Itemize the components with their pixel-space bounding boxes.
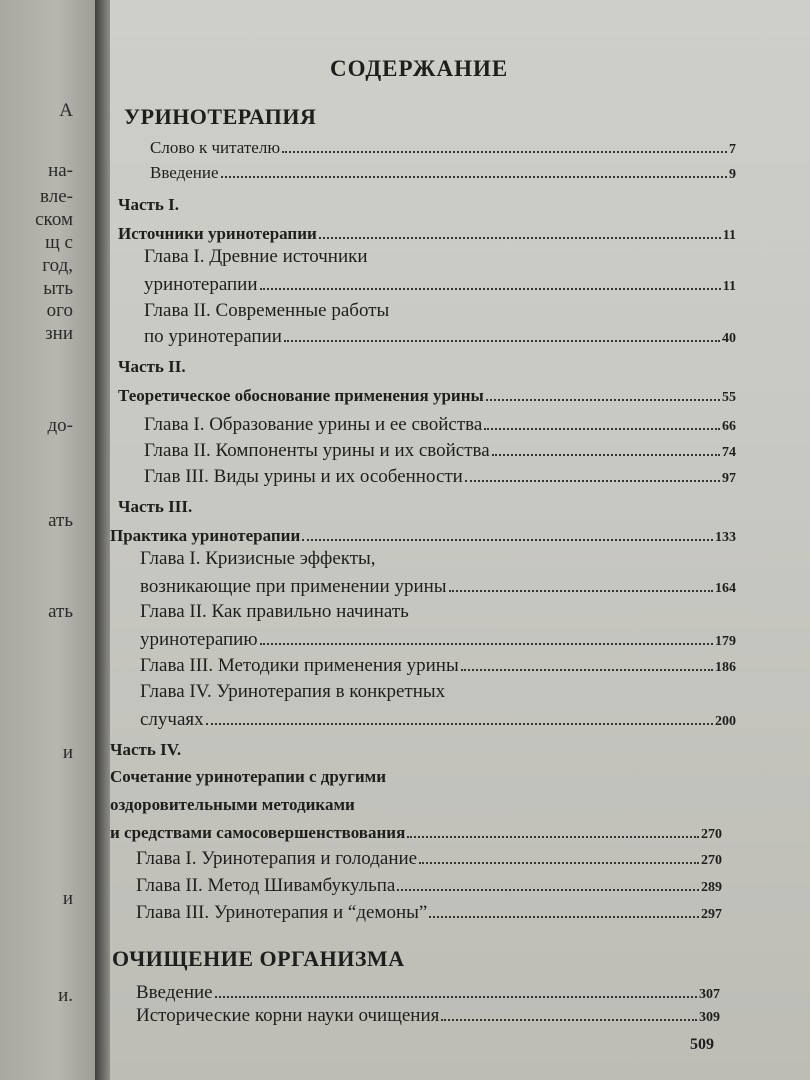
toc-entry-label: Введение [136, 982, 213, 1004]
section-title: ОЧИЩЕНИЕ ОРГАНИЗМА [112, 946, 405, 971]
facing-page-fragment: ать [48, 601, 73, 622]
chapter-page: 200 [715, 714, 736, 730]
chapter-title-line: Глава III. Уринотерапия и “демоны” [136, 902, 428, 924]
chapter-entry[interactable] [136, 848, 722, 870]
chapter-entry[interactable] [140, 709, 736, 731]
chapter-entry[interactable] [140, 629, 736, 651]
part-page: 270 [701, 827, 722, 842]
leader-dots [429, 902, 699, 918]
part-heading: Часть I. [118, 195, 179, 214]
chapter-entry[interactable] [144, 414, 736, 436]
part-title: Теоретическое обоснование применения урины [118, 386, 484, 405]
section-title: УРИНОТЕРАПИЯ [124, 104, 317, 129]
chapter-page: 66 [722, 419, 736, 435]
leader-dots [302, 526, 713, 541]
toc-entry-page: 9 [729, 167, 736, 182]
chapter-title-line: по уринотерапии [144, 326, 282, 348]
chapter-entry[interactable] [136, 875, 722, 897]
facing-page-fragment: до- [47, 415, 73, 436]
leader-dots [486, 386, 720, 401]
part-page: 133 [715, 530, 736, 545]
chapter-entry[interactable] [144, 326, 736, 348]
leader-dots [284, 326, 720, 342]
part-heading: Часть IV. [110, 740, 182, 759]
part-heading: Часть III. [118, 497, 193, 516]
toc-entry-page: 7 [729, 142, 736, 157]
facing-page-fragment: год, [42, 255, 73, 276]
facing-page-fragment: щ с [45, 232, 73, 253]
leader-dots [260, 274, 721, 290]
toc-entry[interactable] [136, 982, 720, 1004]
chapter-title-line: Глав III. Виды урины и их особенности [144, 466, 463, 488]
part-title-line: и средствами самосовершенствования [110, 823, 406, 842]
chapter-title-line: Глава I. Кризисные эффекты, [140, 548, 376, 569]
facing-page-fragment: ого [46, 300, 73, 321]
chapter-page: 179 [715, 634, 736, 650]
facing-page-fragment: ском [35, 209, 73, 230]
chapter-entry[interactable] [144, 466, 736, 488]
toc-entry-label: Слово к читателю [150, 138, 281, 157]
chapter-title-line: возникающие при применении урины [140, 576, 447, 598]
facing-page-fragment: и. [58, 985, 73, 1006]
part-entry[interactable] [110, 823, 722, 843]
toc-entry-label: Исторические корни науки очищения [136, 1005, 440, 1027]
chapter-title-line: Глава I. Древние источники [144, 246, 368, 267]
page-title: СОДЕРЖАНИЕ [330, 56, 509, 81]
chapter-page: 289 [701, 880, 722, 896]
part-page: 11 [722, 228, 736, 243]
part-page: 55 [722, 390, 736, 405]
facing-page-fragment: на- [48, 160, 73, 181]
chapter-entry[interactable] [144, 440, 736, 462]
chapter-page: 97 [722, 471, 736, 487]
part-title-line: Сочетание уринотерапии с другими [110, 767, 387, 786]
leader-dots [397, 875, 699, 891]
leader-dots [419, 848, 699, 864]
leader-dots [260, 629, 713, 645]
facing-page-left [0, 0, 95, 1080]
facing-page-fragment: зни [45, 323, 73, 344]
chapter-page: 74 [722, 445, 736, 461]
chapter-page: 297 [701, 907, 722, 923]
leader-dots [206, 709, 713, 725]
toc-entry[interactable] [136, 1005, 720, 1027]
chapter-title-line: Глава II. Компоненты урины и их свойства [144, 440, 490, 462]
chapter-page: 164 [715, 581, 736, 597]
part-title: Практика уринотерапии [110, 526, 301, 545]
facing-page-fragment: ыть [43, 278, 73, 299]
leader-dots [221, 163, 727, 178]
chapter-entry[interactable] [140, 655, 736, 677]
chapter-title-line: Глава II. Как правильно начинать [140, 601, 409, 622]
leader-dots [215, 982, 697, 998]
chapter-page: 40 [722, 331, 736, 347]
toc-page [110, 0, 810, 1080]
chapter-page: 186 [715, 660, 736, 676]
leader-dots [441, 1005, 697, 1021]
facing-page-fragment: и [62, 742, 73, 763]
part-entry[interactable] [110, 526, 736, 546]
toc-entry-page: 309 [699, 1010, 720, 1026]
facing-page-fragment: А [59, 100, 73, 121]
toc-entry-page: 307 [699, 987, 720, 1003]
facing-page-fragment: и [62, 888, 73, 909]
toc-entry[interactable] [150, 138, 736, 158]
chapter-title-line: Глава III. Методики применения урины [140, 655, 459, 677]
chapter-title-line: случаях [140, 709, 204, 731]
chapter-page: 270 [701, 853, 722, 869]
chapter-title-line: Глава II. Современные работы [144, 300, 390, 321]
chapter-title-line: Глава II. Метод Шивамбукульпа [136, 875, 396, 897]
chapter-title-line: Глава I. Образование урины и ее свойства [144, 414, 483, 436]
chapter-title-line: Глава IV. Уринотерапия в конкретных [140, 681, 446, 702]
page-number: 509 [690, 1036, 714, 1053]
part-entry[interactable] [118, 224, 736, 244]
leader-dots [449, 576, 713, 592]
facing-page-fragment: ать [48, 510, 73, 531]
toc-entry-label: Введение [150, 163, 219, 182]
leader-dots [282, 138, 727, 153]
leader-dots [465, 466, 720, 482]
part-title-line: оздоровительными методиками [110, 795, 355, 814]
leader-dots [407, 823, 699, 838]
chapter-title-line: уринотерапии [144, 274, 258, 296]
leader-dots [461, 655, 713, 671]
part-title: Источники уринотерапии [118, 224, 317, 243]
leader-dots [492, 440, 720, 456]
leader-dots [484, 414, 720, 430]
chapter-title-line: Глава I. Уринотерапия и голодание [136, 848, 418, 870]
chapter-entry[interactable] [140, 576, 736, 598]
chapter-entry[interactable] [144, 274, 736, 296]
chapter-entry[interactable] [136, 902, 722, 924]
chapter-page: 11 [722, 279, 736, 295]
leader-dots [319, 224, 721, 239]
facing-page-fragment: вле- [40, 186, 73, 207]
chapter-title-line: уринотерапию [140, 629, 258, 651]
part-heading: Часть II. [118, 357, 186, 376]
part-entry[interactable] [118, 386, 736, 406]
toc-entry[interactable] [150, 163, 736, 183]
